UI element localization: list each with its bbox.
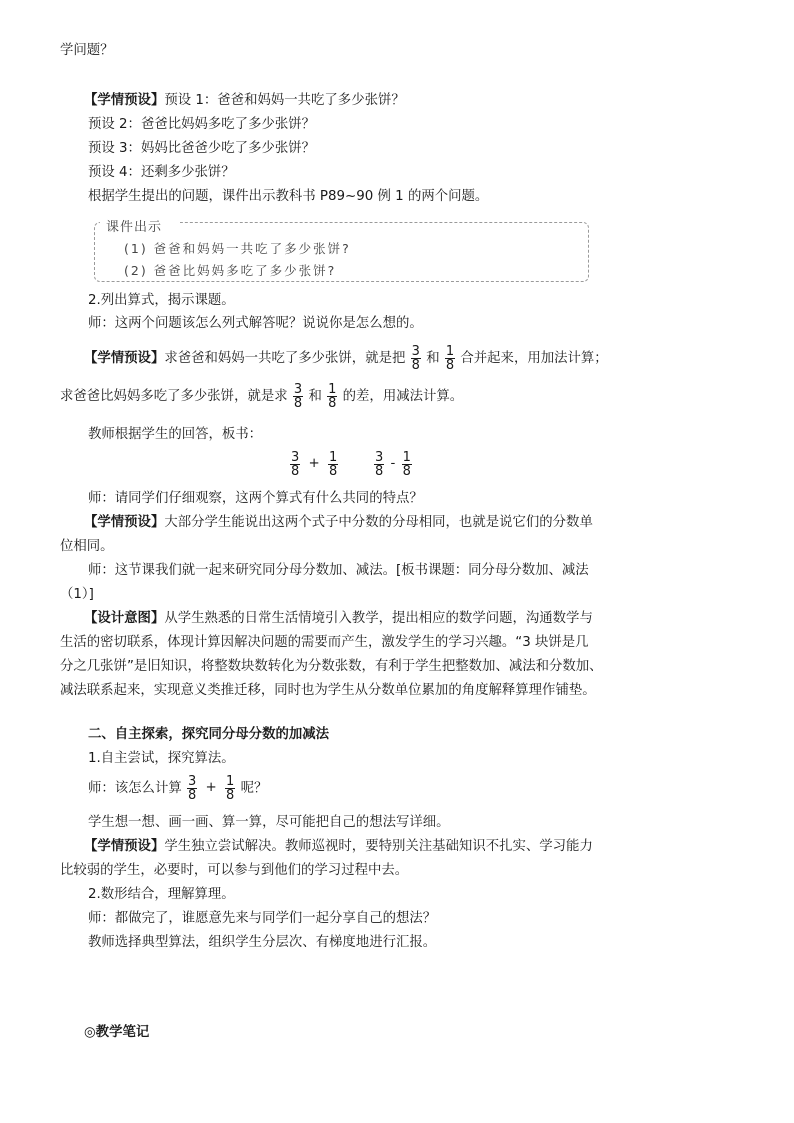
text-line: 预设 3：妈妈比爸爸少吃了多少张饼？ — [88, 141, 316, 156]
tag-student-preset: 【学情预设】 — [84, 93, 165, 108]
text-line — [84, 610, 593, 628]
numerator: 3 — [293, 381, 303, 397]
fraction-one-eighth — [328, 451, 338, 478]
text-line: 根据学生提出的问题，课件出示教科书 P89~90 例 1 的两个问题。 — [88, 189, 489, 204]
text-line: 师：都做完了，谁愿意先来与同学们一起分享自己的想法？ — [88, 911, 437, 926]
text-line: 1.自主尝试，探究算法。 — [88, 751, 235, 766]
text-line: 学生想一想、画一画、算一算，尽可能把自己的想法写详细。 — [88, 815, 450, 830]
text-span: 预设 1：爸爸和妈妈一共吃了多少张饼？ — [164, 93, 405, 108]
text-span: 和 — [426, 351, 440, 366]
board-expression-addition — [289, 447, 339, 482]
text-line: 减法联系起来，实现意义类推迁移，同时也为学生从分数单位累加的角度解释算理作铺垫。 — [60, 683, 596, 698]
text-line: 教师根据学生的回答，板书： — [88, 427, 263, 442]
text-span: 师：该怎么计算 — [88, 781, 182, 796]
fraction-three-eighths — [290, 451, 300, 478]
fraction-three-eighths — [187, 775, 197, 802]
section-heading: 二、自主探索，探究同分母分数的加减法 — [88, 727, 330, 742]
board-expression-subtraction — [373, 447, 413, 482]
text-line: 预设 4：还剩多少张饼？ — [88, 165, 235, 180]
text-line: 分之几张饼”是旧知识，将整数块数转化为分数张数，有利于学生把整数加、减法和分数加、 — [60, 659, 603, 674]
text-line: 2.数形结合，理解算理。 — [88, 887, 235, 902]
numerator: 3 — [188, 773, 197, 789]
text-line: 2.列出算式，揭示课题。 — [88, 293, 235, 308]
numerator: 1 — [402, 449, 411, 465]
numerator: 1 — [328, 381, 337, 397]
text-line: 师：请同学们仔细观察，这两个算式有什么共同的特点？ — [88, 491, 423, 506]
text-line: 教师选择典型算法，组织学生分层次、有梯度地进行汇报。 — [88, 935, 437, 950]
denominator: 8 — [293, 395, 303, 411]
tag-student-preset: 【学情预设】 — [84, 515, 165, 530]
numerator: 1 — [226, 773, 235, 789]
fraction-one-eighth — [225, 775, 235, 802]
courseware-item: (1) 爸爸和妈妈一共吃了多少张饼? — [124, 241, 351, 256]
tag-design-intent: 【设计意图】 — [84, 611, 165, 626]
text-line: 师：这节课我们就一起来研究同分母分数加、减法。[板书课题：同分母分数加、减法 — [88, 563, 589, 578]
denominator: 8 — [402, 463, 411, 479]
text-span: 和 — [308, 389, 322, 404]
text-line — [84, 92, 405, 110]
text-span: 从学生熟悉的日常生活情境引入教学，提出相应的数学问题，沟通数学与 — [164, 611, 593, 626]
denominator: 8 — [291, 463, 300, 479]
plus-sign: + — [308, 456, 320, 471]
text-span: 学生独立尝试解决。教师巡视时，要特别关注基础知识不扎实、学习能力 — [164, 839, 593, 854]
denominator: 8 — [411, 357, 420, 373]
text-line: 位相同。 — [60, 539, 114, 554]
tag-student-preset: 【学情预设】 — [84, 839, 165, 854]
text-line — [84, 342, 608, 376]
numerator: 3 — [411, 343, 420, 359]
teaching-notes-heading: ◎教学笔记 — [84, 1025, 150, 1040]
text-span: 合并起来，用加法计算； — [460, 351, 608, 366]
denominator: 8 — [375, 463, 384, 479]
fraction-one-eighth — [327, 383, 337, 410]
text-span: 呢？ — [240, 781, 268, 796]
fraction-three-eighths — [293, 383, 303, 410]
text-line — [84, 514, 593, 532]
fraction-three-eighths — [374, 451, 384, 478]
tag-student-preset: 【学情预设】 — [84, 351, 165, 366]
fraction-one-eighth — [402, 451, 412, 478]
fraction-three-eighths — [411, 345, 421, 372]
minus-sign: - — [390, 456, 396, 471]
text-line — [60, 380, 463, 414]
text-line: 学问题？ — [60, 43, 114, 58]
text-line — [88, 771, 267, 806]
text-line: 师：这两个问题该怎么列式解答呢？说说你是怎么想的。 — [88, 316, 423, 331]
text-span: 的差，用减法计算。 — [342, 389, 464, 404]
numerator: 3 — [375, 449, 384, 465]
text-line: 生活的密切联系，体现计算因解决问题的需要而产生，激发学生的学习兴趣。“3 块饼是几 — [60, 635, 589, 650]
numerator: 3 — [291, 449, 300, 465]
text-line: 预设 2：爸爸比妈妈多吃了多少张饼？ — [88, 117, 316, 132]
denominator: 8 — [226, 787, 235, 803]
denominator: 8 — [188, 787, 197, 803]
text-span: 求爸爸和妈妈一共吃了多少张饼，就是把 — [164, 351, 406, 366]
courseware-title: 课件出示 — [106, 220, 163, 235]
plus-sign: + — [205, 780, 217, 795]
text-span: 大部分学生能说出这两个式子中分数的分母相同，也就是说它们的分数单 — [164, 515, 593, 530]
fraction-one-eighth — [445, 345, 455, 372]
text-line — [84, 838, 593, 856]
courseware-item: (2) 爸爸比妈妈多吃了多少张饼? — [124, 263, 337, 278]
numerator: 1 — [329, 449, 338, 465]
denominator: 8 — [445, 357, 455, 373]
text-span: 求爸爸比妈妈多吃了多少张饼，就是求 — [60, 389, 288, 404]
numerator: 1 — [445, 343, 455, 359]
denominator: 8 — [328, 395, 337, 411]
text-line: 比较弱的学生，必要时，可以参与到他们的学习过程中去。 — [60, 863, 409, 878]
text-line: （1）] — [60, 587, 94, 602]
denominator: 8 — [329, 463, 338, 479]
